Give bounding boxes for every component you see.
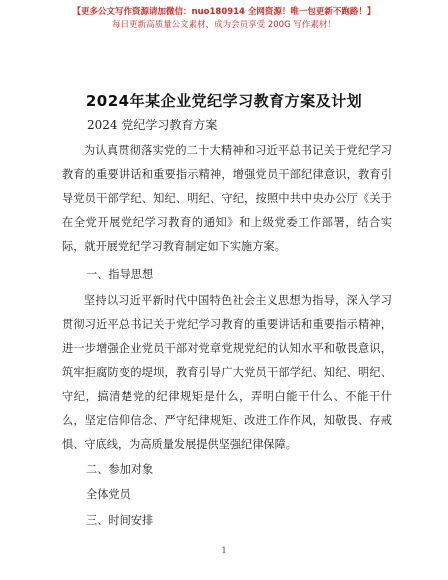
section-heading-schedule: 三、时间安排 (86, 514, 154, 527)
document-subtitle: 2024 党纪学习教育方案 (87, 118, 218, 132)
guiding-ideology-paragraph: 坚持以习近平新时代中国特色社会主义思想为指导，深入学习贯彻习近平总书记关于党纪学习教育的重要讲话和重要指示精神，进一步增强企业党员干部对党章党规党纪的认知水平和敬畏意识，筑牢拒腐防变的堤坝，教育引导广大党员干部学纪、知纪、明纪、守纪，搞清楚党的纪律规矩是什么，弄明白能干什么、不能干什么，坚定信仰信念、严守纪律规矩、改进工作作风，知敬畏、存戒惧、守底线，为高质量发展提供坚强纪律保障。 (62, 294, 392, 451)
participants-content: 全体党员 (86, 488, 131, 501)
promo-banner-line1: 【更多公文写作资源请加微信：nuo180914 全网资源！唯一包更新不跑路！】 (72, 7, 376, 17)
intro-paragraph: 为认真贯彻落实党的二十大精神和习近平总书记关于党纪学习教育的重要讲话和重要指示精神，增强党员干部纪律意识，教育引导党员干部学纪、知纪、明纪、守纪，按照中共中央办公厅《关于在全党开展党纪学习教育的通知》和上级党委工作部署，结合实际，就开展党纪学习教育制定如下实施方案。 (62, 144, 392, 253)
promo-banner-line2: 每日更新高质量公文素材，成为会员享受 200G 写作素材！ (112, 20, 336, 30)
document-title: 2024年某企业党纪学习教育方案及计划 (85, 92, 363, 110)
section-heading-guiding-ideology: 一、指导思想 (86, 268, 154, 281)
promo-banner (0, 6, 448, 32)
page-number: 1 (221, 546, 227, 555)
section-heading-participants: 二、参加对象 (86, 463, 154, 476)
